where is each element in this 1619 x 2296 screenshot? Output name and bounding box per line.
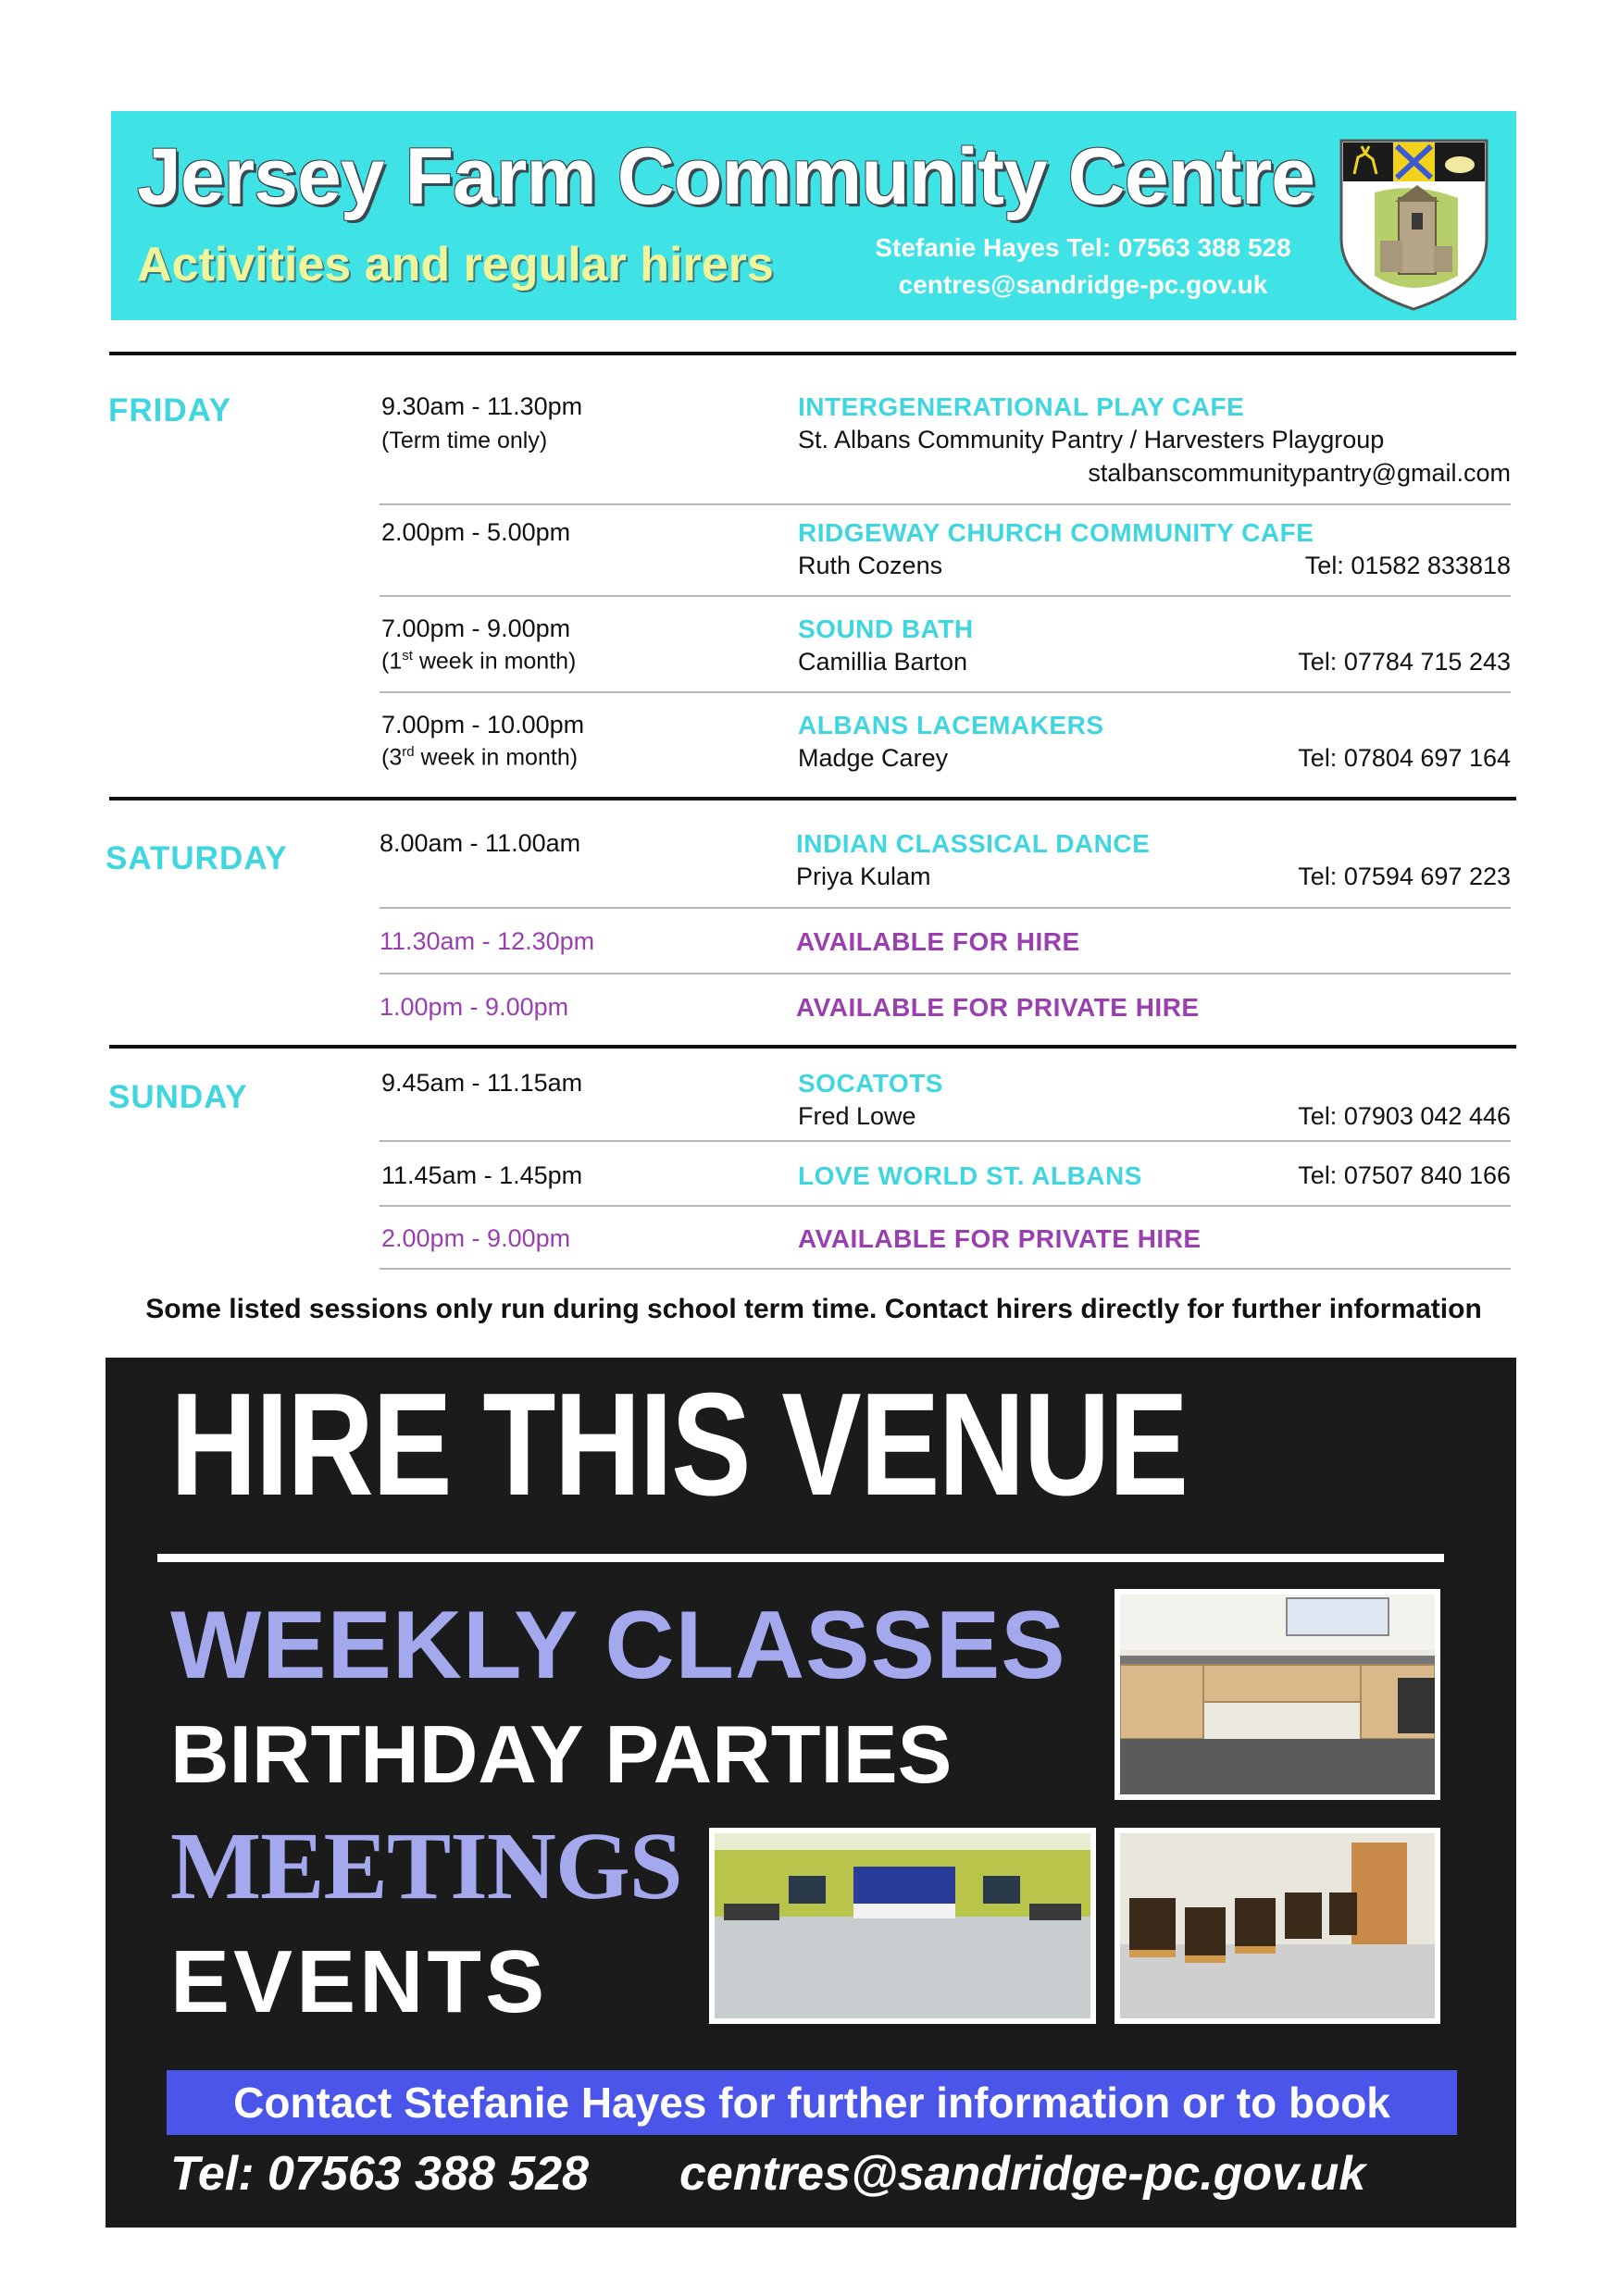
session-time: 9.30am - 11.30pm xyxy=(381,392,583,420)
session-note: (Term time only) xyxy=(381,428,548,453)
hirer-name: Camillia Barton xyxy=(798,648,968,676)
section-divider xyxy=(109,1045,1516,1049)
hirer-name: Priya Kulam xyxy=(796,863,931,890)
day-label-saturday: SATURDAY xyxy=(106,840,288,876)
session-time: 9.45am - 11.15am xyxy=(381,1069,583,1097)
hire-line-meetings: MEETINGS xyxy=(170,1813,682,1919)
session-time: 7.00pm - 9.00pm xyxy=(381,614,571,642)
schedule-footnote: Some listed sessions only run during school term time. Contact hirers directly for further information xyxy=(145,1294,1482,1324)
row-divider xyxy=(380,973,1511,974)
activity-name: INTERGENERATIONAL PLAY CAFE xyxy=(798,392,1245,421)
row-divider xyxy=(380,907,1511,909)
section-divider xyxy=(109,797,1516,800)
section-divider xyxy=(109,352,1516,355)
session-time: 11.30am - 12.30pm xyxy=(380,927,595,955)
row-divider xyxy=(380,1205,1511,1207)
header-banner xyxy=(111,111,1516,320)
day-label-friday: FRIDAY xyxy=(108,392,232,428)
day-label-sunday: SUNDAY xyxy=(108,1079,248,1115)
hire-phone[interactable]: Tel: 07563 388 528 xyxy=(170,2147,589,2201)
contact-banner xyxy=(167,2070,1457,2135)
activity-name: SOUND BATH xyxy=(798,614,974,643)
availability-label: AVAILABLE FOR HIRE xyxy=(796,927,1080,956)
session-time: 11.45am - 1.45pm xyxy=(381,1161,583,1189)
main-hall-photo xyxy=(709,1828,1096,2024)
hire-venue-panel xyxy=(106,1358,1516,2228)
header-contact-line: Stefanie Hayes Tel: 07563 388 528 xyxy=(875,233,1291,262)
hirer-name: Ruth Cozens xyxy=(798,552,943,579)
hirer-name: St. Albans Community Pantry / Harvesters Playgroup xyxy=(798,426,1385,453)
page-title: Jersey Farm Community Centre xyxy=(137,132,1314,221)
hirer-name: Fred Lowe xyxy=(798,1102,916,1130)
availability-label: AVAILABLE FOR PRIVATE HIRE xyxy=(798,1224,1202,1253)
activity-name: INDIAN CLASSICAL DANCE xyxy=(796,829,1151,858)
session-time: 8.00am - 11.00am xyxy=(380,829,581,857)
meeting-room-photo xyxy=(1115,1828,1440,2024)
hire-line-weekly-classes: WEEKLY CLASSES xyxy=(170,1592,1066,1699)
hire-email[interactable]: centres@sandridge-pc.gov.uk xyxy=(679,2147,1366,2201)
activity-name: LOVE WORLD ST. ALBANS xyxy=(798,1161,1142,1190)
parish-crest-icon xyxy=(1338,137,1490,313)
hirer-name: Madge Carey xyxy=(798,744,949,772)
activity-name: ALBANS LACEMAKERS xyxy=(798,711,1104,739)
contact-banner-text: Contact Stefanie Hayes for further information or to book xyxy=(233,2079,1390,2127)
session-time: 2.00pm - 5.00pm xyxy=(381,518,571,546)
page-subtitle: Activities and regular hirers xyxy=(137,238,774,292)
row-divider xyxy=(380,503,1511,505)
session-time: 1.00pm - 9.00pm xyxy=(380,993,569,1021)
activity-name: RIDGEWAY CHURCH COMMUNITY CAFE xyxy=(798,518,1314,547)
session-time: 2.00pm - 9.00pm xyxy=(381,1224,571,1252)
hirer-phone: Tel: 07784 715 243 xyxy=(1298,648,1511,676)
hirer-phone: Tel: 01582 833818 xyxy=(1304,552,1511,579)
row-divider xyxy=(380,595,1511,597)
hire-line-birthday-parties: BIRTHDAY PARTIES xyxy=(170,1708,953,1800)
row-divider xyxy=(380,691,1511,693)
session-note: (1st week in month) xyxy=(381,648,577,675)
hire-line-events: EVENTS xyxy=(170,1932,549,2031)
hirer-phone: Tel: 07507 840 166 xyxy=(1298,1161,1511,1189)
activity-name: SOCATOTS xyxy=(798,1069,943,1098)
hire-title: HIRE THIS VENUE xyxy=(170,1363,1188,1526)
hirer-phone: Tel: 07804 697 164 xyxy=(1298,744,1511,772)
session-time: 7.00pm - 10.00pm xyxy=(381,711,585,738)
hirer-phone: Tel: 07903 042 446 xyxy=(1298,1102,1511,1130)
hirer-email[interactable]: stalbanscommunitypantry@gmail.com xyxy=(1088,459,1511,487)
session-note: (3rd week in month) xyxy=(381,744,579,771)
kitchen-photo xyxy=(1115,1589,1440,1800)
row-divider xyxy=(380,1268,1511,1270)
availability-label: AVAILABLE FOR PRIVATE HIRE xyxy=(796,993,1200,1022)
row-divider xyxy=(380,1140,1511,1142)
hire-title-underline xyxy=(157,1554,1444,1562)
hirer-phone: Tel: 07594 697 223 xyxy=(1298,863,1511,890)
header-contact-email[interactable]: centres@sandridge-pc.gov.uk xyxy=(898,270,1268,299)
